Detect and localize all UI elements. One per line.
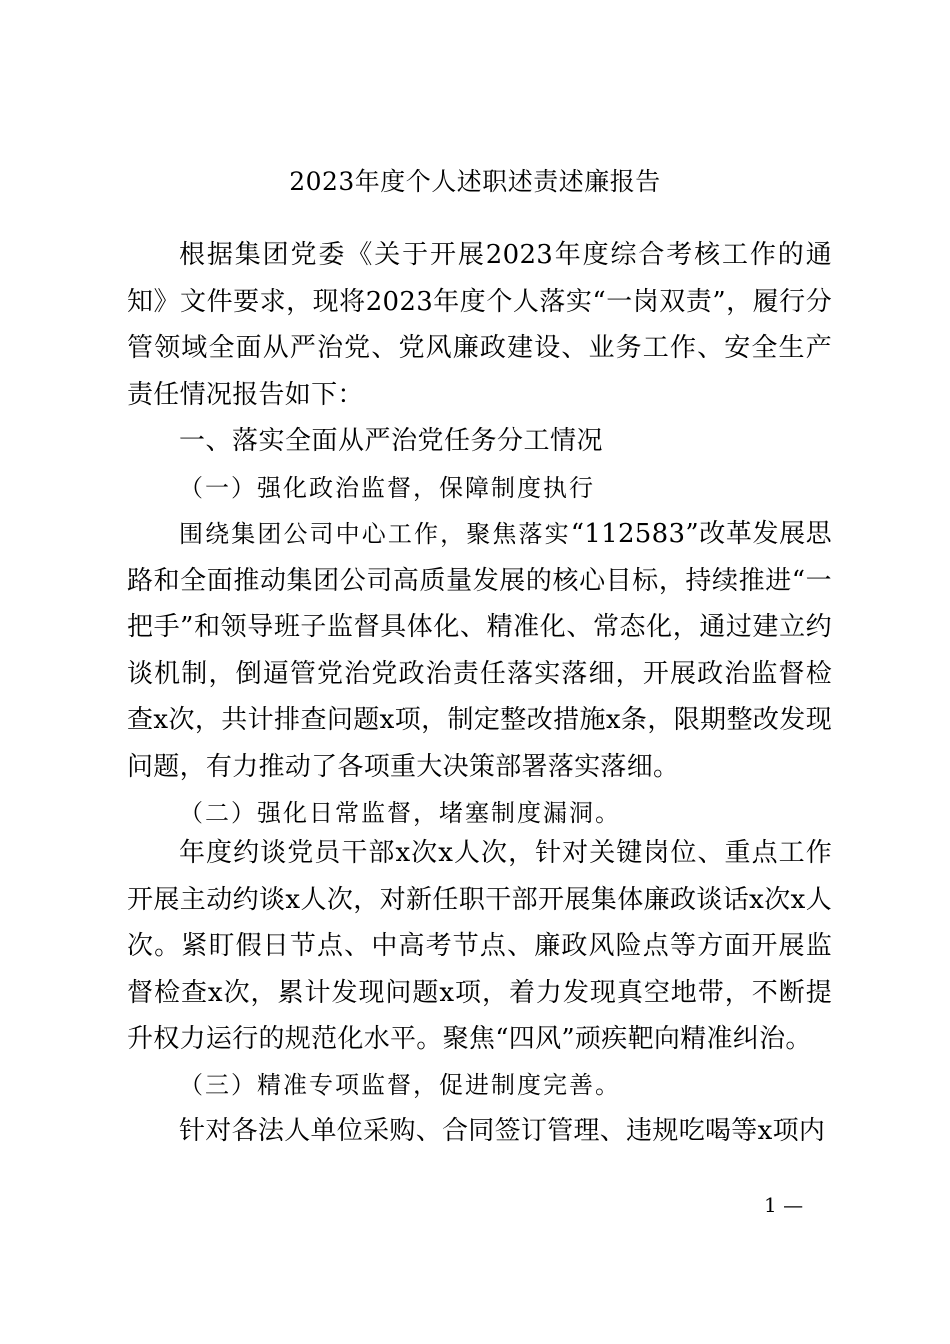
intro-paragraph: 根据集团党委《关于开展2023年度综合考核工作的通知》文件要求，现将2023年度个人落实“一岗双责”，履行分管领域全面从严治党、党风廉政建设、业务工作、安全生产责任情况报告如下： <box>127 240 832 410</box>
page-title: 2023年度个人述职述责述廉报告 <box>289 167 661 196</box>
subsection-heading-3: （三）精准专项监督，促进制度完善。 <box>179 1071 621 1099</box>
subsection-body-2: 年度约谈党员干部x次x人次，针对关键岗位、重点工作开展主动约谈x人次，对新任职干部开展集体廉政谈话x次x人次。紧盯假日节点、中高考节点、廉政风险点等方面开展监督检查x次，累计发现问题x项，着力发现真空地带，不断提升权力运行的规范化水平。聚焦“四风”顽疾靶向精准纠治。 <box>127 838 832 1054</box>
subsection-heading-1: （一）强化政治监督，保障制度执行 <box>179 474 595 502</box>
subsection-body-3: 针对各法人单位采购、合同签订管理、违规吃喝等x项内 <box>179 1116 826 1146</box>
page-number: 1 — <box>764 1193 804 1217</box>
section-heading-1: 一、落实全面从严治党任务分工情况 <box>179 426 604 456</box>
subsection-body-1-lead: 围绕集团公司中心工作，聚焦落实 <box>179 520 571 548</box>
subsection-body-1 <box>127 511 832 790</box>
subsection-heading-2: （二）强化日常监督，堵塞制度漏洞。 <box>179 799 621 827</box>
subsection-body-1-text: “112583”改革发展思路和全面推动集团公司高质量发展的核心目标，持续推进“一把手”和领导班子监督具体化、精准化、常态化，通过建立约谈机制，倒逼管党治党政治责任落实落细，开展政治监督检查x次，共计排查问题x项，制定整改措施x条，限期整改发现问题，有力推动了各项重大决策部署落实落细。 <box>127 519 832 782</box>
